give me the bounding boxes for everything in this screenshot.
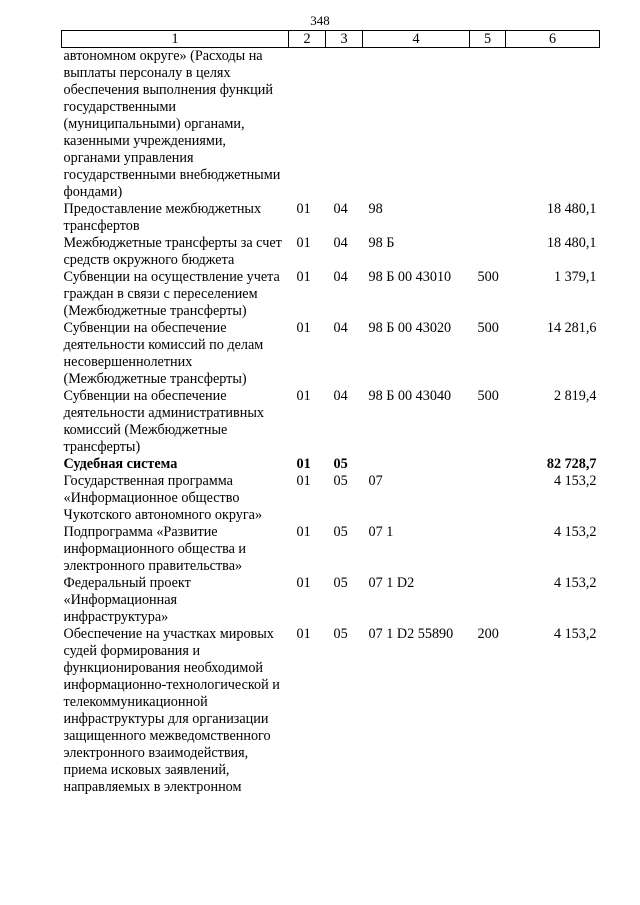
header-col-section: 2 bbox=[289, 31, 326, 48]
row-target: 98 Б 00 43040 bbox=[368, 388, 452, 404]
row-name: Государственная программа «Информационное общество Чукотского автономного округа» bbox=[63, 473, 263, 523]
row-name: автономном округе» (Расходы на выплаты персоналу в целях обеспечения выполнения функций государственными (муниципальными) органами, казенными учреждениями, органами управления государственными внебюджетными фондами) bbox=[63, 48, 281, 200]
header-col-name: 1 bbox=[62, 31, 289, 48]
table-row bbox=[62, 473, 600, 524]
row-amount: 4 153,2 bbox=[553, 575, 597, 591]
row-name: Субвенции на осуществление учета граждан в связи с переселением (Межбюджетные трансферты) bbox=[63, 269, 280, 319]
row-target: 07 bbox=[368, 473, 383, 489]
row-expense-type bbox=[470, 524, 506, 575]
row-name: Федеральный проект «Информационная инфраструктура» bbox=[63, 575, 191, 625]
row-target: 07 1 D2 bbox=[368, 575, 415, 591]
row-amount: 82 728,7 bbox=[546, 456, 597, 472]
header-col-amount: 6 bbox=[506, 31, 600, 48]
row-section: 01 bbox=[296, 456, 311, 472]
row-name: Субвенции на обеспечение деятельности комиссий по делам несовершеннолетних (Межбюджетные трансферты) bbox=[63, 320, 264, 387]
row-subsection: 05 bbox=[333, 473, 348, 489]
table-row bbox=[62, 388, 600, 456]
row-expense-type: 500 bbox=[477, 269, 499, 285]
row-target: 07 1 bbox=[368, 524, 394, 540]
row-target: 98 Б 00 43010 bbox=[368, 269, 452, 285]
table-row bbox=[62, 524, 600, 575]
row-subsection: 05 bbox=[333, 456, 348, 472]
row-subsection: 05 bbox=[333, 626, 348, 642]
row-subsection: 05 bbox=[333, 575, 348, 591]
row-subsection: 04 bbox=[333, 201, 348, 217]
row-section: 01 bbox=[296, 201, 311, 217]
row-name: Судебная система bbox=[63, 456, 178, 472]
row-expense-type bbox=[470, 48, 506, 202]
table-row bbox=[62, 235, 600, 269]
row-amount: 14 281,6 bbox=[546, 320, 597, 336]
row-expense-type bbox=[470, 201, 506, 235]
row-name: Подпрограмма «Развитие информационного общества и электронного правительства» bbox=[63, 524, 247, 574]
row-section: 01 bbox=[296, 388, 311, 404]
row-section: 01 bbox=[296, 235, 311, 251]
row-expense-type: 500 bbox=[477, 388, 499, 404]
row-subsection: 05 bbox=[333, 524, 348, 540]
header-row bbox=[62, 31, 600, 48]
row-subsection: 04 bbox=[333, 235, 348, 251]
row-expense-type bbox=[470, 456, 506, 473]
row-expense-type: 200 bbox=[477, 626, 499, 642]
row-target bbox=[363, 48, 470, 202]
row-subsection: 04 bbox=[333, 388, 348, 404]
row-section: 01 bbox=[296, 473, 311, 489]
header-col-target: 4 bbox=[363, 31, 470, 48]
row-section: 01 bbox=[296, 524, 311, 540]
row-amount: 18 480,1 bbox=[546, 235, 597, 251]
table-row bbox=[62, 626, 600, 796]
page-number: 348 bbox=[310, 13, 330, 28]
row-amount: 1 379,1 bbox=[553, 269, 597, 285]
row-name: Предоставление межбюджетных трансфертов bbox=[63, 201, 262, 234]
row-amount: 4 153,2 bbox=[553, 524, 597, 540]
row-target: 07 1 D2 55890 bbox=[368, 626, 454, 642]
table-row bbox=[62, 575, 600, 626]
row-amount: 4 153,2 bbox=[553, 626, 597, 642]
row-expense-type bbox=[470, 473, 506, 524]
table-row bbox=[62, 48, 600, 202]
row-amount: 2 819,4 bbox=[553, 388, 597, 404]
row-target: 98 Б bbox=[368, 235, 395, 251]
table-row bbox=[62, 320, 600, 388]
row-subsection: 04 bbox=[333, 320, 348, 336]
table-row bbox=[62, 456, 600, 473]
table-row bbox=[62, 269, 600, 320]
row-expense-type: 500 bbox=[477, 320, 499, 336]
row-target: 98 Б 00 43020 bbox=[368, 320, 452, 336]
row-name: Субвенции на обеспечение деятельности административных комиссий (Межбюджетные трансферты) bbox=[63, 388, 264, 455]
row-amount bbox=[506, 48, 600, 202]
row-target bbox=[363, 456, 470, 473]
row-expense-type bbox=[470, 235, 506, 269]
row-section bbox=[289, 48, 326, 202]
header-col-expense-type: 5 bbox=[470, 31, 506, 48]
row-name: Межбюджетные трансферты за счет средств окружного бюджета bbox=[63, 235, 282, 268]
budget-table bbox=[61, 30, 600, 796]
row-subsection: 04 bbox=[333, 269, 348, 285]
row-section: 01 bbox=[296, 320, 311, 336]
row-section: 01 bbox=[296, 575, 311, 591]
row-target: 98 bbox=[368, 201, 383, 217]
row-amount: 18 480,1 bbox=[546, 201, 597, 217]
row-subsection bbox=[326, 48, 363, 202]
row-name: Обеспечение на участках мировых судей формирования и функционирования необходимой информационно-технологической и телекоммуникационной инфраструктуры для организации защищенного межведомственного электронного взаимодействия, приема исковых заявлений, направляемых в электронном bbox=[63, 626, 280, 795]
row-amount: 4 153,2 bbox=[553, 473, 597, 489]
row-section: 01 bbox=[296, 269, 311, 285]
table-row bbox=[62, 201, 600, 235]
row-expense-type bbox=[470, 575, 506, 626]
row-section: 01 bbox=[296, 626, 311, 642]
header-col-subsection: 3 bbox=[326, 31, 363, 48]
